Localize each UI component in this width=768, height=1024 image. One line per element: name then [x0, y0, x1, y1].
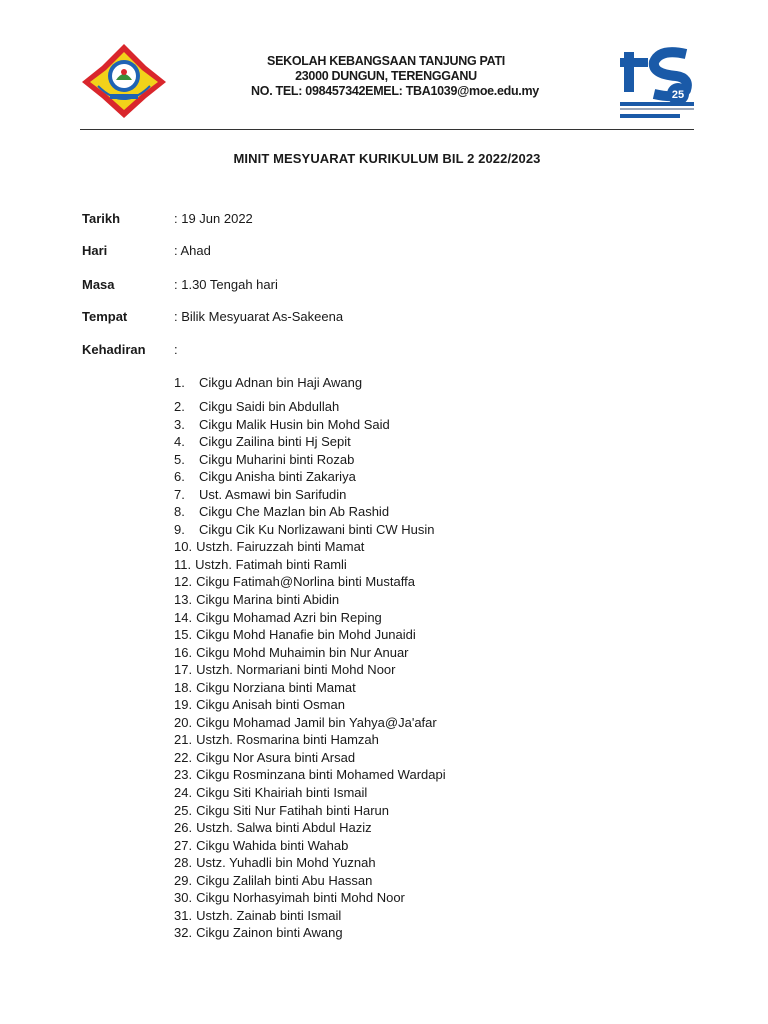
field-label: Tempat — [82, 309, 128, 324]
list-item — [174, 556, 594, 574]
list-item — [174, 503, 594, 521]
list-item — [174, 626, 594, 644]
item-number: 3. — [174, 416, 185, 432]
item-name: Cikgu Norhasyimah binti Mohd Noor — [196, 890, 405, 906]
item-name: Ustzh. Zainab binti Ismail — [196, 907, 342, 923]
field-tarikh — [82, 211, 682, 229]
item-number: 29. — [174, 872, 193, 888]
item-number: 27. — [174, 837, 193, 853]
field-value: : Ahad — [174, 243, 211, 258]
item-number: 8. — [174, 504, 185, 520]
item-name: Cikgu Marina binti Abidin — [196, 592, 340, 608]
item-number: 15. — [174, 627, 193, 643]
list-item — [174, 731, 594, 749]
item-name: Cikgu Che Mazlan bin Ab Rashid — [199, 504, 390, 520]
field-hari — [82, 243, 682, 261]
list-item — [174, 486, 594, 504]
list-item — [174, 679, 594, 697]
ts25-logo — [620, 44, 694, 120]
list-item — [174, 872, 594, 890]
item-name: Cikgu Wahida binti Wahab — [196, 837, 349, 853]
list-item — [174, 468, 594, 486]
item-number: 32. — [174, 925, 193, 941]
list-item — [174, 398, 594, 416]
field-tempat — [82, 309, 682, 327]
list-item — [174, 837, 594, 855]
list-item — [174, 819, 594, 837]
item-name: Cikgu Mohd Muhaimin bin Nur Anuar — [196, 644, 409, 660]
item-number: 25. — [174, 802, 193, 818]
item-name: Cikgu Nor Asura binti Arsad — [196, 749, 356, 765]
list-item — [174, 854, 594, 872]
school-address: 23000 DUNGUN, TERENGGANU — [295, 69, 477, 83]
item-name: Ustzh. Fairuzzah binti Mamat — [196, 539, 365, 555]
item-name: Cikgu Cik Ku Norlizawani binti CW Husin — [199, 521, 435, 537]
item-name: Ustzh. Rosmarina binti Hamzah — [196, 732, 379, 748]
item-number: 24. — [174, 785, 193, 801]
item-name: Cikgu Norziana binti Mamat — [196, 679, 356, 695]
list-item — [174, 433, 594, 451]
field-label: Masa — [82, 277, 115, 292]
item-name: Cikgu Rosminzana binti Mohamed Wardapi — [196, 767, 446, 783]
item-number: 14. — [174, 609, 193, 625]
item-name: Ustzh. Normariani binti Mohd Noor — [196, 662, 396, 678]
item-name: Cikgu Zainon binti Awang — [196, 925, 343, 941]
school-name: SEKOLAH KEBANGSAAN TANJUNG PATI — [267, 54, 505, 68]
item-number: 31. — [174, 907, 193, 923]
item-name: Cikgu Malik Husin bin Mohd Said — [199, 416, 390, 432]
list-item — [174, 889, 594, 907]
item-name: Cikgu Saidi bin Abdullah — [199, 399, 340, 414]
item-name: Cikgu Siti Nur Fatihah binti Harun — [196, 802, 389, 818]
list-item — [174, 907, 594, 925]
item-number: 13. — [174, 592, 193, 608]
item-name: Cikgu Mohd Hanafie bin Mohd Junaidi — [196, 627, 416, 643]
item-name: Ustz. Yuhadli bin Mohd Yuznah — [196, 855, 376, 871]
school-header — [180, 54, 592, 99]
field-kehadiran — [82, 342, 682, 360]
field-value: : 19 Jun 2022 — [174, 211, 253, 226]
field-label: Hari — [82, 243, 108, 258]
item-number: 12. — [174, 574, 193, 590]
item-name: Cikgu Fatimah@Norlina binti Mustaffa — [196, 574, 415, 590]
list-item — [174, 661, 594, 679]
item-number: 19. — [174, 697, 193, 713]
item-name: Ustzh. Salwa binti Abdul Haziz — [196, 820, 372, 836]
item-number: 10. — [174, 539, 193, 555]
item-name: Cikgu Anisah binti Osman — [196, 697, 345, 713]
list-item — [174, 521, 594, 539]
item-name: Cikgu Mohamad Jamil bin Yahya@Ja'afar — [196, 714, 437, 730]
item-number: 16. — [174, 644, 193, 660]
item-number: 30. — [174, 890, 193, 906]
item-name: Cikgu Adnan bin Haji Awang — [199, 375, 363, 390]
list-item — [174, 749, 594, 767]
item-number: 5. — [174, 451, 185, 467]
header-divider — [80, 129, 694, 130]
list-item — [174, 784, 594, 802]
item-number: 23. — [174, 767, 193, 783]
list-item — [174, 696, 594, 714]
list-item — [174, 802, 594, 820]
field-value: : — [174, 342, 178, 357]
item-name: Cikgu Anisha binti Zakariya — [199, 469, 356, 485]
item-number: 7. — [174, 486, 185, 502]
field-masa — [82, 277, 682, 295]
list-item — [174, 451, 594, 469]
field-label: Kehadiran — [82, 342, 146, 357]
item-name: Cikgu Muharini binti Rozab — [199, 451, 355, 467]
item-number: 20. — [174, 714, 193, 730]
item-number: 2. — [174, 399, 185, 414]
school-contact: NO. TEL: 098457342EMEL: TBA1039@moe.edu.my — [251, 84, 539, 98]
list-item — [174, 416, 594, 434]
list-item — [174, 538, 594, 556]
item-name: Cikgu Zailina binti Hj Sepit — [199, 434, 351, 450]
document-title: MINIT MESYUARAT KURIKULUM BIL 2 2022/2023 — [233, 151, 541, 166]
item-number: 1. — [174, 375, 185, 390]
list-item — [174, 374, 594, 398]
item-number: 17. — [174, 662, 193, 678]
item-number: 22. — [174, 749, 193, 765]
item-name: Cikgu Mohamad Azri bin Reping — [196, 609, 382, 625]
item-name: Ust. Asmawi bin Sarifudin — [199, 486, 347, 502]
school-crest-logo — [80, 42, 168, 120]
list-item — [174, 609, 594, 627]
field-value: : 1.30 Tengah hari — [174, 277, 278, 292]
list-item — [174, 573, 594, 591]
item-number: 21. — [174, 732, 193, 748]
item-number: 6. — [174, 469, 185, 485]
item-name: Cikgu Siti Khairiah binti Ismail — [196, 785, 368, 801]
item-number: 11. — [174, 556, 192, 572]
svg-text:25: 25 — [671, 89, 685, 101]
item-name: Ustzh. Fatimah binti Ramli — [195, 556, 347, 572]
item-number: 9. — [174, 521, 185, 537]
list-item — [174, 644, 594, 662]
list-item — [174, 714, 594, 732]
item-name: Cikgu Zalilah binti Abu Hassan — [196, 872, 373, 888]
attendee-list — [174, 374, 594, 942]
item-number: 18. — [174, 679, 193, 695]
list-item — [174, 766, 594, 784]
list-item — [174, 924, 594, 942]
field-label: Tarikh — [82, 211, 121, 226]
field-value: : Bilik Mesyuarat As-Sakeena — [174, 309, 344, 324]
item-number: 4. — [174, 434, 185, 450]
list-item — [174, 591, 594, 609]
item-number: 28. — [174, 855, 193, 871]
item-number: 26. — [174, 820, 193, 836]
